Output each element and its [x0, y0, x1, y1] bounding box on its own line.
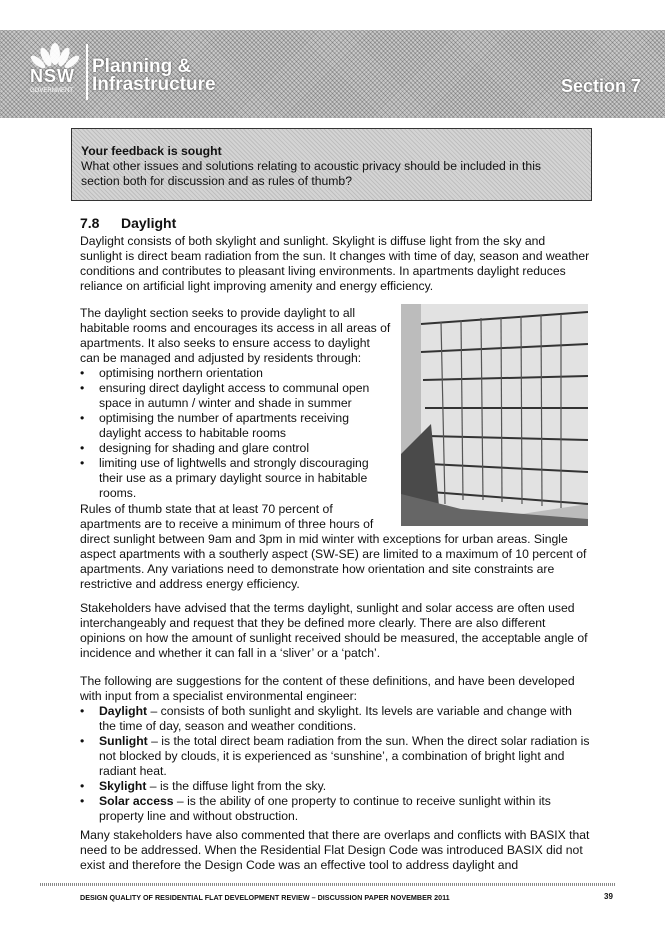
list-item: • ensuring direct daylight access to communal open space in autumn / winter and shade in summer	[99, 381, 392, 411]
footer-divider	[40, 883, 616, 886]
rules-line-2: apartments are to receive a minimum of three hours of	[80, 517, 374, 531]
feedback-body: What other issues and solutions relating to acoustic privacy should be included in this section both for discussion and as rules of thumb?	[81, 159, 541, 188]
logo-subtext: GOVERNMENT	[30, 88, 74, 94]
definition-text: – is the total direct beam radiation from the sun. When the direct solar radiation is not blocked by clouds, it is experienced as ‘sunshine’, a combination of bright light and radiant heat.	[99, 734, 590, 778]
list-item: • optimising the number of apartments receiving daylight access to habitable rooms	[99, 411, 392, 441]
definition-text: – consists of both sunlight and skylight. Its levels are variable and change with the time of day, season and weather conditions.	[99, 704, 572, 733]
logo-word: NSW	[30, 66, 75, 86]
org-name	[92, 58, 216, 94]
header-divider	[86, 44, 88, 100]
section-number: 7.8	[80, 215, 100, 231]
list-item: • optimising northern orientation	[99, 366, 392, 381]
feedback-title: Your feedback is sought	[81, 144, 222, 158]
list-item: • limiting use of lightwells and strongly discouraging their use as a primary daylight source in habitable rooms.	[99, 456, 392, 501]
definition-text: – is the diffuse light from the sky.	[146, 779, 327, 793]
paragraph-rules-of-thumb	[80, 502, 592, 592]
definition-text: – is the ability of one property to continue to receive sunlight within its property line and without obstruction.	[99, 794, 551, 823]
definitions-list	[80, 704, 592, 824]
paragraph-basix: Many stakeholders have also commented that there are overlaps and conflicts with BASIX that need to be addressed. When the Residential Flat Design Code was introduced BASIX did not exist and therefore the Design Code was an effective tool to address daylight and	[80, 828, 590, 872]
section-heading	[80, 215, 176, 231]
rules-rest: direct sunlight between 9am and 3pm in mid winter with exceptions for urban areas. Single aspect apartments with a southerly aspect (SW-SE) are limited to a maximum of 10 percent of apartments. Any variations need to demonstrate how orientation and site constraints are restrictive and address energy efficiency.	[80, 532, 587, 591]
paragraph-intro: Daylight consists of both skylight and sunlight. Skylight is diffuse light from the sky and sunlight is direct beam radiation from the sun. It changes with time of day, season and weather conditions and contributes to pleasant living environments. In apartments daylight reduces reliance on artificial light improving amenity and energy efficiency.	[80, 234, 590, 293]
list-item	[99, 779, 592, 794]
page-number: 39	[604, 892, 613, 901]
list-item	[99, 704, 592, 734]
definition-term: Solar access	[99, 794, 174, 808]
definition-term: Skylight	[99, 779, 147, 793]
feedback-box	[71, 128, 592, 201]
footer-text: DESIGN QUALITY OF RESIDENTIAL FLAT DEVELOPMENT REVIEW – DISCUSSION PAPER NOVEMBER 2011	[80, 893, 450, 902]
list-item	[99, 734, 592, 779]
objectives-intro: The daylight section seeks to provide daylight to all habitable rooms and encourages its access in all areas of apartments. It also seeks to ensure access to daylight can be managed and adjusted by residents through:	[80, 306, 391, 365]
objectives-list	[80, 366, 392, 501]
paragraph-stakeholders: Stakeholders have advised that the terms daylight, sunlight and solar access are often used interchangeably and request that they be defined more clearly. There are also different opinions on how the amount of sunlight received should be measured, the acceptable angle of incidence and whether it can fall in a ‘sliver’ or a ‘patch’.	[80, 601, 588, 660]
definitions-intro: The following are suggestions for the content of these definitions, and have been developed with input from a specialist environmental engineer:	[80, 674, 575, 703]
rules-line-1: Rules of thumb state that at least 70 percent of	[80, 502, 333, 516]
building-facade-photo	[401, 304, 588, 526]
definition-term: Daylight	[99, 704, 148, 718]
definition-term: Sunlight	[99, 734, 148, 748]
org-line-2: Infrastructure	[92, 74, 216, 95]
paragraph-definitions	[80, 674, 592, 824]
list-item	[99, 794, 592, 824]
org-line-1: Planning &	[92, 56, 192, 77]
paragraph-objectives	[80, 306, 392, 501]
section-label: Section 7	[560, 76, 641, 96]
section-title: Daylight	[121, 215, 177, 231]
list-item: • designing for shading and glare control	[99, 441, 392, 456]
